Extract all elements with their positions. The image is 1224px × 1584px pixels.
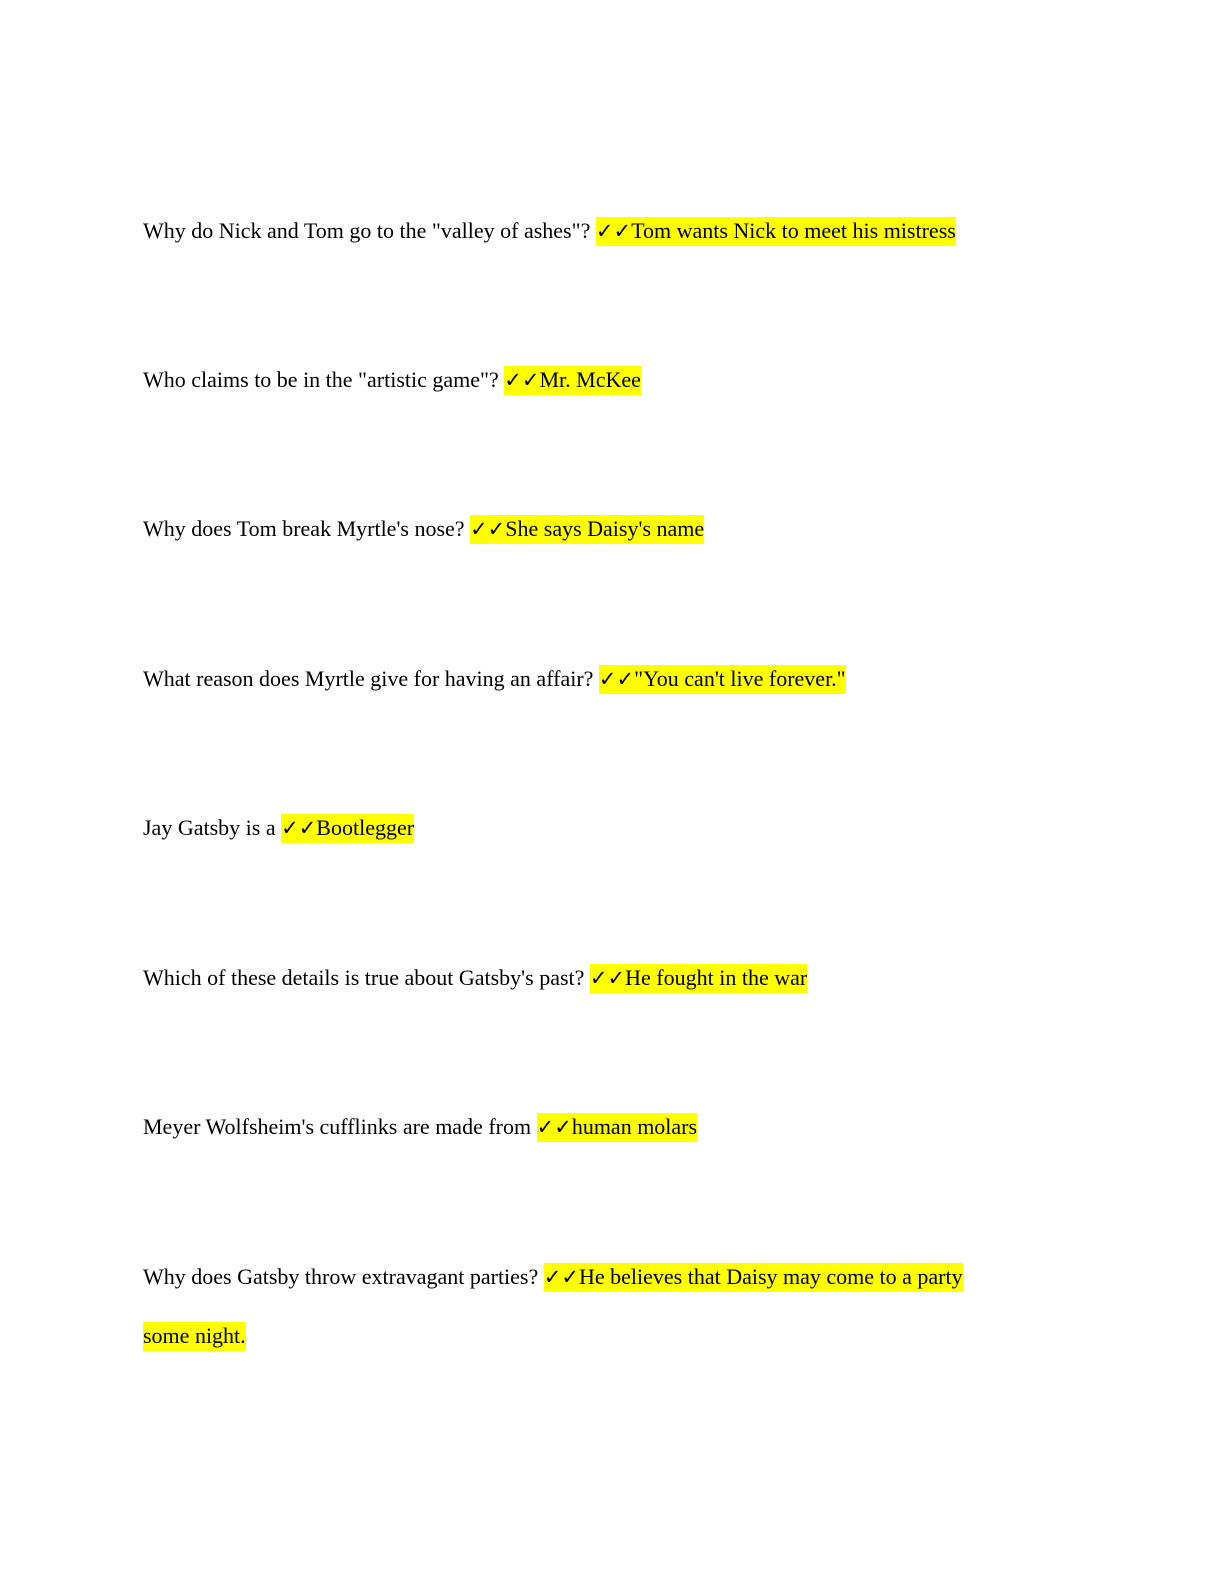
double-check-icon: ✓✓ (504, 368, 540, 392)
question-text: Which of these details is true about Gatsby's past? (143, 965, 590, 990)
answer-highlight (281, 814, 414, 843)
qa-item-continuation (143, 1321, 246, 1351)
qa-item (143, 1112, 1043, 1142)
double-check-icon: ✓✓ (281, 816, 317, 840)
double-check-icon: ✓✓ (598, 667, 635, 691)
answer-highlight (537, 1113, 697, 1142)
answer-highlight (143, 1322, 246, 1351)
question-text: Who claims to be in the "artistic game"? (143, 367, 505, 392)
answer-text: human molars (571, 1114, 698, 1139)
answer-text: "You can't live forever." (634, 666, 846, 691)
answer-text-continued: some night. (143, 1323, 246, 1348)
double-check-icon: ✓✓ (470, 517, 506, 541)
answer-highlight (544, 1263, 963, 1292)
answer-highlight (599, 665, 846, 694)
qa-item (143, 813, 1043, 843)
double-check-icon: ✓✓ (536, 1115, 572, 1139)
qa-item (143, 963, 1043, 993)
answer-highlight (504, 366, 641, 395)
question-text: What reason does Myrtle give for having an affair? (143, 666, 599, 691)
qa-item (143, 216, 1043, 246)
qa-item (143, 1262, 1043, 1292)
answer-highlight (590, 964, 807, 993)
question-text: Why does Tom break Myrtle's nose? (143, 516, 471, 541)
double-check-icon: ✓✓ (595, 219, 632, 243)
question-text: Why does Gatsby throw extravagant parties? (143, 1264, 544, 1289)
answer-highlight (470, 515, 704, 544)
qa-item (143, 514, 1043, 544)
question-text: Meyer Wolfsheim's cufflinks are made from (143, 1114, 537, 1139)
answer-highlight (596, 217, 956, 246)
question-text: Jay Gatsby is a (143, 815, 282, 840)
qa-item (143, 365, 1043, 395)
question-text: Why do Nick and Tom go to the "valley of ashes"? (143, 218, 596, 243)
answer-text: Mr. McKee (539, 367, 641, 392)
answer-text: He fought in the war (625, 965, 808, 990)
answer-text: He believes that Daisy may come to a party (578, 1264, 963, 1289)
answer-text: She says Daisy's name (505, 516, 705, 541)
answer-text: Tom wants Nick to meet his mistress (631, 218, 956, 243)
double-check-icon: ✓✓ (589, 966, 626, 990)
qa-item (143, 664, 1043, 694)
double-check-icon: ✓✓ (543, 1265, 579, 1289)
answer-text: Bootlegger (316, 815, 415, 840)
